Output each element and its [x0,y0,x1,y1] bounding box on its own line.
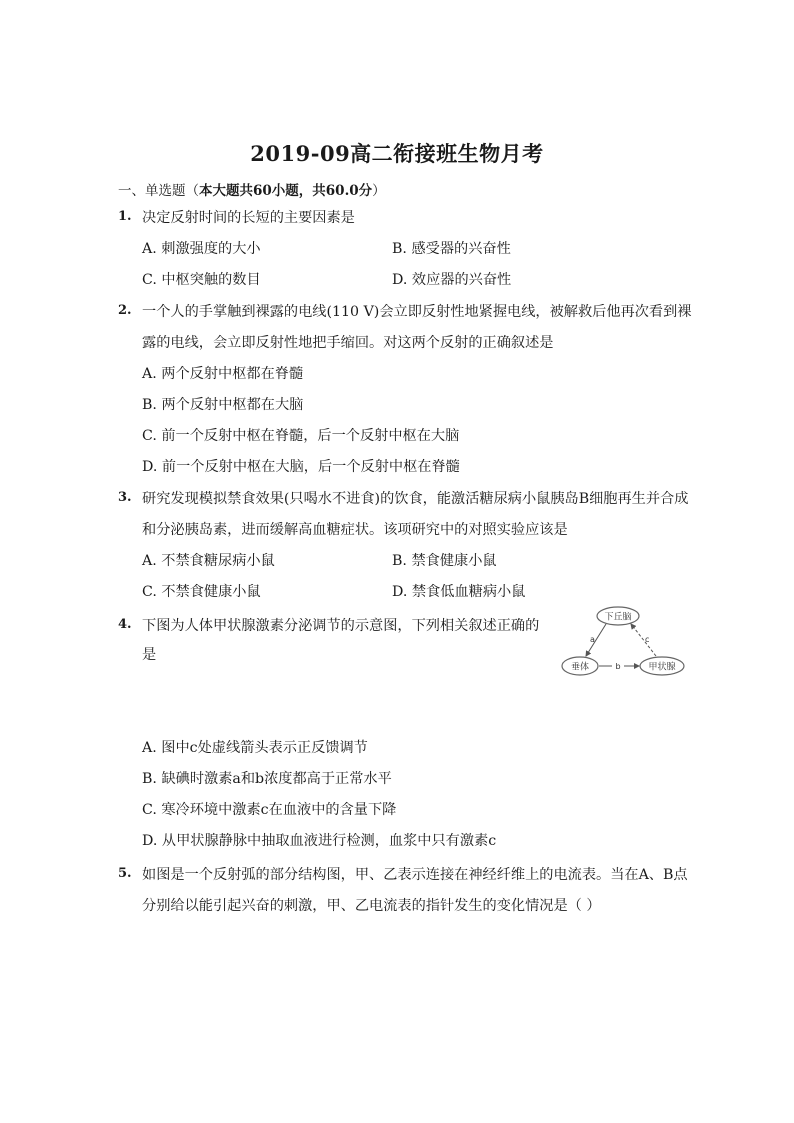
question-3-number: 3. [118,490,132,505]
hypothalamus-label: 下丘脑 [604,612,632,623]
arrow-c [631,624,656,656]
question-4-number: 4. [118,617,132,632]
question-2-option-d: D. 前一个反射中枢在大脑，后一个反射中枢在脊髓 [142,459,460,475]
question-2-stem-line-1: 一个人的手掌触到裸露的电线(110 V)会立即反射性地紧握电线，被解救后他再次看到裸 [142,304,692,320]
thyroid-regulation-diagram [556,604,686,684]
question-2-option-b: B. 两个反射中枢都在大脑 [142,397,304,413]
question-3-option-d: D. 禁食低血糖病小鼠 [392,584,526,600]
question-1-stem: 决定反射时间的长短的主要因素是 [142,210,355,226]
pituitary-label: 垂体 [570,662,590,673]
thyroid-label: 甲状腺 [648,662,676,673]
question-5-number: 5. [118,866,132,881]
question-2-option-c: C. 前一个反射中枢在脊髓，后一个反射中枢在大脑 [142,428,460,444]
section-suffix: ） [372,183,386,199]
question-3-stem-line-2: 和分泌胰岛素，进而缓解高血糖症状。该项研究中的对照实验应该是 [142,522,568,538]
arrow-a [586,624,606,656]
question-4-option-d: D. 从甲状腺静脉中抽取血液进行检测，血浆中只有激素c [142,833,497,849]
question-1-number: 1. [118,209,132,224]
page-title: 2019-09高二衔接班生物月考 [250,141,544,166]
question-1-option-d: D. 效应器的兴奋性 [392,272,512,288]
arrow-c-label: c [645,635,650,644]
arrow-a-label: a [590,635,595,644]
section-heading [118,179,386,199]
section-detail: 本大题共60小题，共60.0分 [199,183,373,199]
question-1-option-b: B. 感受器的兴奋性 [392,241,511,257]
question-3-option-b: B. 禁食健康小鼠 [392,553,497,569]
question-4-stem-line-1: 下图为人体甲状腺激素分泌调节的示意图，下列相关叙述正确的 [142,618,540,634]
question-2-stem-line-2: 露的电线，会立即反射性地把手缩回。对这两个反射的正确叙述是 [142,335,554,351]
question-1-option-c: C. 中枢突触的数目 [142,272,261,288]
question-1-option-a: A. 刺激强度的大小 [142,241,261,257]
question-3-stem-line-1: 研究发现模拟禁食效果(只喝水不进食)的饮食，能激活糖尿病小鼠胰岛B细胞再生并合成 [142,491,689,507]
arrow-b-label: b [615,662,621,671]
question-2-number: 2. [118,303,132,318]
question-3-option-a: A. 不禁食糖尿病小鼠 [142,553,275,569]
section-prefix: 一、单选题（ [118,183,199,199]
question-4-option-c: C. 寒冷环境中激素c在血液中的含量下降 [142,802,397,818]
question-5-stem-line-2: 分别给以能引起兴奋的刺激，甲、乙电流表的指针发生的变化情况是（ ） [142,898,601,914]
question-4-option-b: B. 缺碘时激素a和b浓度都高于正常水平 [142,771,392,787]
question-2-option-a: A. 两个反射中枢都在脊髓 [142,366,304,382]
question-4-stem-line-2: 是 [142,647,157,663]
question-4-option-a: A. 图中c处虚线箭头表示正反馈调节 [142,740,368,756]
question-5-stem-line-1: 如图是一个反射弧的部分结构图，甲、乙表示连接在神经纤维上的电流表。当在A、B点 [142,867,688,883]
question-3-option-c: C. 不禁食健康小鼠 [142,584,261,600]
